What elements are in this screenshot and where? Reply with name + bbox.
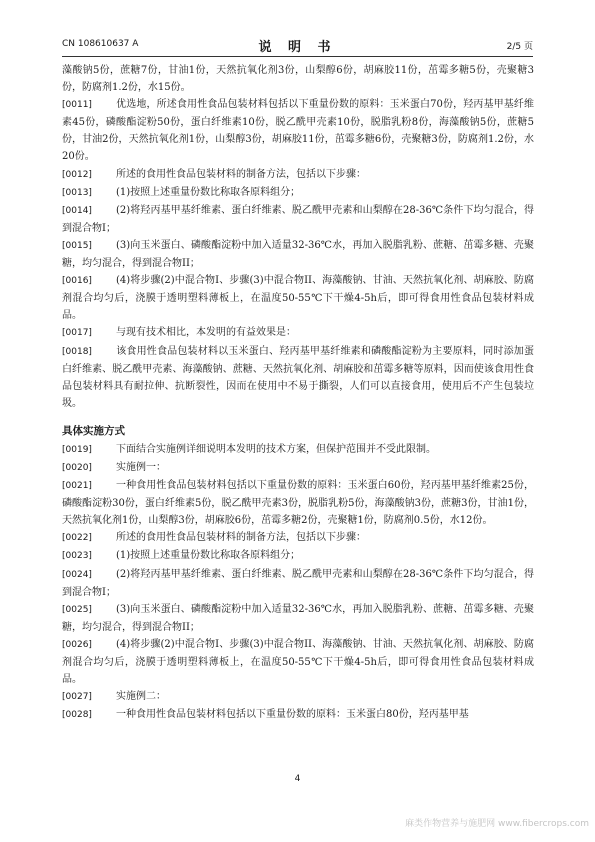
paragraph (62, 529, 534, 547)
paragraph (62, 166, 534, 184)
paragraph (62, 324, 534, 342)
paragraph-text: 实施例二： (116, 691, 166, 703)
paragraph-group-2 (62, 441, 534, 725)
paragraph-text: 优选地，所述食用性食品包装材料包括以下重量份数的原料：玉米蛋白70份，羟丙基甲基纤维素45份，磷酸酯淀粉50份，蛋白纤维素10份，脱乙酰甲壳素10份，脱脂乳粉8份，海藻酸钠5份，蔗糖5份，甘油2份，天然抗氧化剂1份，山梨醇3份，胡麻胶11份，茁霉多糖6份，壳聚糖3份，防腐剂1.2份，水20份。 (62, 99, 534, 163)
paragraph-text: 与现有技术相比，本发明的有益效果是： (116, 327, 296, 339)
paragraph-number: [0022] (62, 533, 92, 544)
paragraph (62, 688, 534, 706)
paragraph (62, 706, 534, 724)
document-title: 说 明 书 (258, 40, 337, 55)
paragraph-text: 藻酸钠5份，蔗糖7份，甘油1份，天然抗氧化剂3份，山梨醇6份，胡麻胶11份，茁霉多糖5份，壳聚糖3份，防腐剂1.2份，水15份。 (62, 65, 534, 94)
paragraph-text: (1)按照上述重量份数比称取各原料组分； (116, 186, 301, 198)
paragraph-text: 所述的食用性食品包装材料的制备方法，包括以下步骤： (116, 532, 366, 544)
paragraph-number: [0026] (62, 639, 92, 650)
paragraph-text: 实施例一： (116, 461, 166, 473)
paragraph-number: [0027] (62, 692, 92, 703)
paragraph-text: 下面结合实施例详细说明本发明的技术方案，但保护范围并不受此限制。 (116, 443, 436, 455)
paragraph-text: (2)将羟丙基甲基纤维素、蛋白纤维素、脱乙酰甲壳素和山梨醇在28-36℃条件下均匀混合，得到混合物I； (62, 568, 534, 598)
paragraph-number: [0018] (62, 346, 92, 357)
paragraph-number: [0015] (62, 240, 92, 251)
watermark: 麻类作物营养与施肥网 www.fibercrops.com (405, 819, 589, 829)
paragraph (62, 184, 534, 202)
page-header (62, 36, 533, 54)
paragraph-text: (4)将步骤(2)中混合物I、步骤(3)中混合物II、海藻酸钠、甘油、天然抗氧化剂、胡麻胶、防腐剂混合均匀后，浇膜于透明塑料薄板上，在温度50-55℃下干燥4-5h后，即可得食用性食品包装材料成品。 (62, 275, 534, 322)
paragraph-number: [0013] (62, 187, 92, 198)
paragraph (62, 202, 534, 237)
paragraph (62, 343, 534, 412)
paragraph-text: 该食用性食品包装材料以玉米蛋白、羟丙基甲基纤维素和磷酸酯淀粉为主要原料，同时添加蛋白纤维素、脱乙酰甲壳素、海藻酸钠、蔗糖、天然抗氧化剂、胡麻胶和茁霉多糖等原料，因而使该食用性食品包装材料具有耐拉伸、抗断裂性，因而在使用中不易于撕裂，人们可以直接食用，使用后不产生包装垃圾。 (62, 345, 534, 409)
paragraph-text: 所述的食用性食品包装材料的制备方法，包括以下步骤： (116, 168, 366, 180)
paragraph-text: (1)按照上述重量份数比称取各原料组分； (116, 550, 301, 562)
paragraph-text: (3)向玉米蛋白、磷酸酯淀粉中加入适量32-36℃水，再加入脱脂乳粉、蔗糖、茁霉多糖、壳聚糖，均匀混合，得到混合物II； (62, 603, 534, 633)
section-heading: 具体实施方式 (62, 424, 125, 437)
document-body (62, 62, 534, 724)
paragraph-number: [0016] (62, 276, 92, 287)
paragraph-number: [0025] (62, 604, 92, 615)
paragraph (62, 96, 534, 165)
paragraph (62, 601, 534, 636)
paragraph-number: [0020] (62, 462, 92, 473)
paragraph (62, 459, 534, 477)
paragraph-number: [0011] (62, 100, 92, 111)
paragraph (62, 636, 534, 688)
paragraph-text: 一种食用性食品包装材料包括以下重量份数的原料：玉米蛋白80份，羟丙基甲基 (116, 709, 469, 721)
page-indicator: 2/5 页 (506, 42, 533, 52)
paragraph (62, 547, 534, 565)
paragraph (62, 237, 534, 272)
paragraph-number: [0023] (62, 551, 92, 562)
paragraph (62, 272, 534, 324)
patent-number: CN 108610637 A (62, 39, 139, 49)
paragraph-text: (3)向玉米蛋白、磷酸酯淀粉中加入适量32-36℃水，再加入脱脂乳粉、蔗糖、茁霉多糖、壳聚糖，均匀混合，得到混合物II； (62, 239, 534, 270)
paragraph-text: 一种食用性食品包装材料包括以下重量份数的原料：玉米蛋白60份，羟丙基甲基纤维素25份，磷酸酯淀粉30份，蛋白纤维素5份，脱乙酰甲壳素3份，脱脂乳粉5份，海藻酸钠3份，蔗糖3份，甘油1份，天然抗氧化剂1份，山梨醇3份，胡麻胶6份，茁霉多糖2份，壳聚糖1份，防腐剂0.5份，水12份。 (62, 480, 534, 527)
paragraph-number: [0019] (62, 444, 92, 455)
paragraph-number: [0028] (62, 710, 92, 721)
paragraph-number: [0014] (62, 205, 92, 216)
page-number: 4 (294, 774, 301, 784)
paragraph-text: (2)将羟丙基甲基纤维素、蛋白纤维素、脱乙酰甲壳素和山梨醇在28-36℃条件下均匀混合，得到混合物I； (62, 204, 534, 234)
paragraph-text: (4)将步骤(2)中混合物I、步骤(3)中混合物II、海藻酸钠、甘油、天然抗氧化剂、胡麻胶、防腐剂混合均匀后，浇膜于透明塑料薄板上，在温度50-55℃下干燥4-5h后，即可得食用性食品包装材料成品。 (62, 638, 534, 686)
paragraph (62, 62, 534, 96)
paragraph-group-1 (62, 62, 534, 412)
paragraph-number: [0017] (62, 328, 92, 339)
header-rule (62, 56, 533, 57)
paragraph-number: [0024] (62, 569, 92, 580)
paragraph-number: [0012] (62, 169, 92, 180)
paragraph (62, 477, 534, 529)
paragraph (62, 441, 534, 459)
paragraph-number: [0021] (62, 481, 92, 492)
paragraph (62, 566, 534, 601)
